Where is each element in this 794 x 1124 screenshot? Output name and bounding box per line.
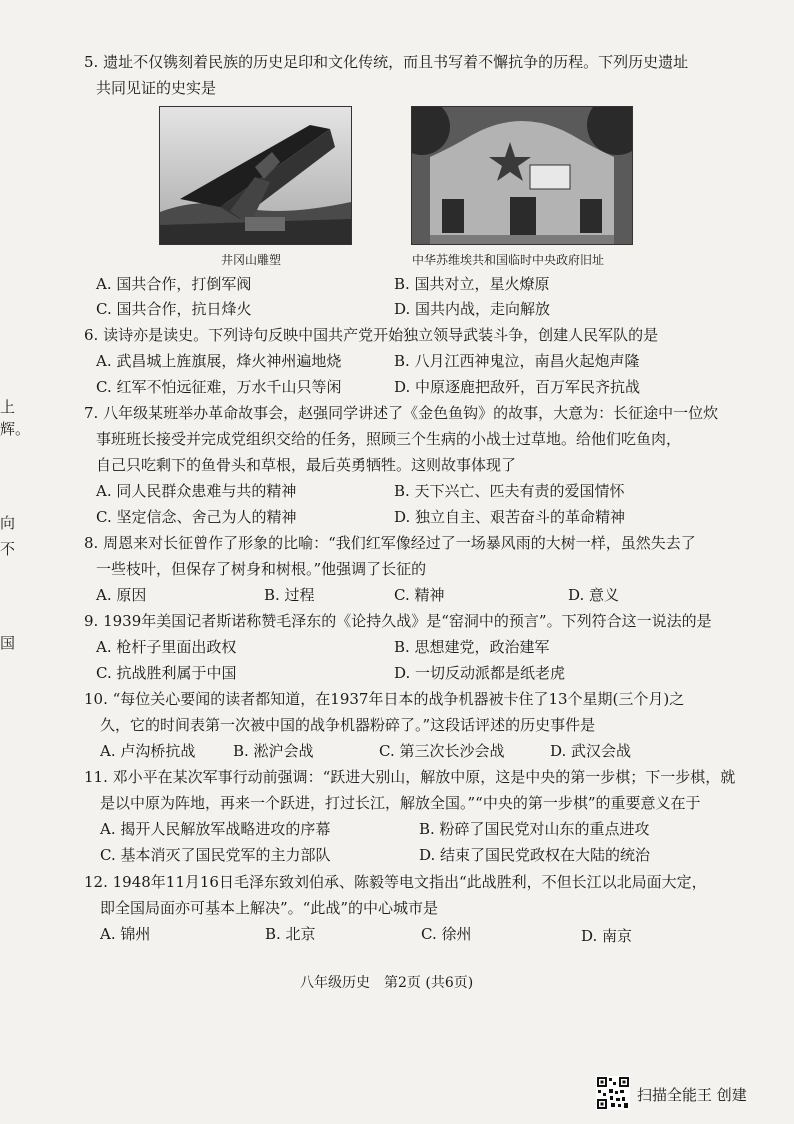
q8-option-a[interactable]: A. 原因 <box>96 586 147 604</box>
q7-option-c[interactable]: C. 坚定信念、舍己为人的精神 <box>96 508 297 526</box>
q5-stem-line1: 5. 遗址不仅镌刻着民族的历史足印和文化传统，而且书写着不懈抗争的历程。下列历史遗址 <box>84 53 689 71</box>
q5-stem-line2: 共同见证的史实是 <box>96 79 217 97</box>
qr-code-icon <box>596 1076 630 1110</box>
q11-option-d[interactable]: D. 结束了国民党政权在大陆的统治 <box>419 846 651 864</box>
jinggangshan-sculpture-photo <box>159 106 352 245</box>
q8-option-b[interactable]: B. 过程 <box>264 586 315 604</box>
q11-option-b[interactable]: B. 粉碎了国民党对山东的重点进攻 <box>419 820 650 838</box>
q12-option-c[interactable]: C. 徐州 <box>421 925 472 943</box>
q8-stem-line1: 8. 周恩来对长征曾作了形象的比喻：“我们红军像经过了一场暴风雨的大树一样，虽然失去了 <box>84 534 696 552</box>
page-footer: 八年级历史 第2页 (共6页) <box>300 975 474 991</box>
q5-option-b[interactable]: B. 国共对立，星火燎原 <box>394 275 550 293</box>
q7-option-d[interactable]: D. 独立自主、艰苦奋斗的革命精神 <box>394 508 626 526</box>
soviet-government-site-photo <box>411 106 633 245</box>
q5-caption-left: 井冈山雕塑 <box>221 253 282 267</box>
q5-caption-right: 中华苏维埃共和国临时中央政府旧址 <box>412 253 605 267</box>
q9-stem: 9. 1939年美国记者斯诺称赞毛泽东的《论持久战》是“窑洞中的预言”。下列符合这一说法的是 <box>84 612 712 630</box>
q9-option-b[interactable]: B. 思想建党，政治建军 <box>394 638 550 656</box>
q10-stem-line2: 久，它的时间表第一次被中国的战争机器粉碎了。”这段话评述的历史事件是 <box>100 716 596 734</box>
margin-char: 上 <box>0 398 16 416</box>
q5-option-a[interactable]: A. 国共合作，打倒军阀 <box>96 275 252 293</box>
q8-option-d[interactable]: D. 意义 <box>568 586 620 604</box>
q9-option-c[interactable]: C. 抗战胜利属于中国 <box>96 664 237 682</box>
q9-option-a[interactable]: A. 枪杆子里面出政权 <box>96 638 237 656</box>
q10-option-d[interactable]: D. 武汉会战 <box>550 742 632 760</box>
margin-char: 辉。 <box>0 420 31 438</box>
q10-stem-line1: 10. “每位关心要闻的读者都知道，在1937年日本的战争机器被卡住了13个星期(三个月)之 <box>84 690 685 708</box>
q12-option-d[interactable]: D. 南京 <box>581 927 633 945</box>
q6-stem: 6. 读诗亦是读史。下列诗句反映中国共产党开始独立领导武装斗争，创建人民军队的是 <box>84 326 659 344</box>
q12-option-b[interactable]: B. 北京 <box>265 925 316 943</box>
q5-option-c[interactable]: C. 国共合作，抗日烽火 <box>96 300 252 318</box>
q11-stem-line2: 是以中原为阵地，再来一个跃进，打过长江，解放全国。”“中央的第一步棋”的重要意义在于 <box>100 794 701 812</box>
q12-stem-line2: 即全国局面亦可基本上解决”。“此战”的中心城市是 <box>100 899 439 917</box>
q12-stem-line1: 12. 1948年11月16日毛泽东致刘伯承、陈毅等电文指出“此战胜利，不但长江以北局面大定， <box>84 873 707 891</box>
scanner-watermark: 扫描全能王 创建 <box>637 1086 747 1104</box>
q11-stem-line1: 11. 邓小平在某次军事行动前强调：“跃进大别山，解放中原，这是中央的第一步棋；下一步棋，就 <box>84 768 736 786</box>
margin-char: 向 <box>0 514 16 532</box>
q10-option-b[interactable]: B. 淞沪会战 <box>233 742 314 760</box>
q8-stem-line2: 一些枝叶，但保存了树身和树根。”他强调了长征的 <box>96 560 427 578</box>
q9-option-d[interactable]: D. 一切反动派都是纸老虎 <box>394 664 566 682</box>
q5-option-d[interactable]: D. 国共内战，走向解放 <box>394 300 551 318</box>
q7-stem-line2: 事班班长接受并完成党组织交给的任务，照顾三个生病的小战士过草地。给他们吃鱼肉， <box>96 430 682 448</box>
q10-option-c[interactable]: C. 第三次长沙会战 <box>379 742 505 760</box>
q7-stem-line1: 7. 八年级某班举办革命故事会，赵强同学讲述了《金色鱼钩》的故事，大意为：长征途中一位炊 <box>84 404 719 422</box>
q7-option-b[interactable]: B. 天下兴亡、匹夫有责的爱国情怀 <box>394 482 625 500</box>
q10-option-a[interactable]: A. 卢沟桥抗战 <box>100 742 196 760</box>
margin-char: 不 <box>0 540 16 558</box>
q6-option-a[interactable]: A. 武昌城上旌旗展，烽火神州遍地烧 <box>96 352 342 370</box>
q7-stem-line3: 自己只吃剩下的鱼骨头和草根，最后英勇牺牲。这则故事体现了 <box>96 456 517 474</box>
q6-option-b[interactable]: B. 八月江西神鬼泣，南昌火起炮声隆 <box>394 352 640 370</box>
q12-option-a[interactable]: A. 锦州 <box>100 925 151 943</box>
margin-char: 国 <box>0 634 16 652</box>
q6-option-d[interactable]: D. 中原逐鹿把敌歼，百万军民齐抗战 <box>394 378 641 396</box>
q8-option-c[interactable]: C. 精神 <box>394 586 445 604</box>
q6-option-c[interactable]: C. 红军不怕远征难，万水千山只等闲 <box>96 378 342 396</box>
q7-option-a[interactable]: A. 同人民群众患难与共的精神 <box>96 482 297 500</box>
q11-option-a[interactable]: A. 揭开人民解放军战略进攻的序幕 <box>100 820 331 838</box>
q11-option-c[interactable]: C. 基本消灭了国民党军的主力部队 <box>100 846 331 864</box>
